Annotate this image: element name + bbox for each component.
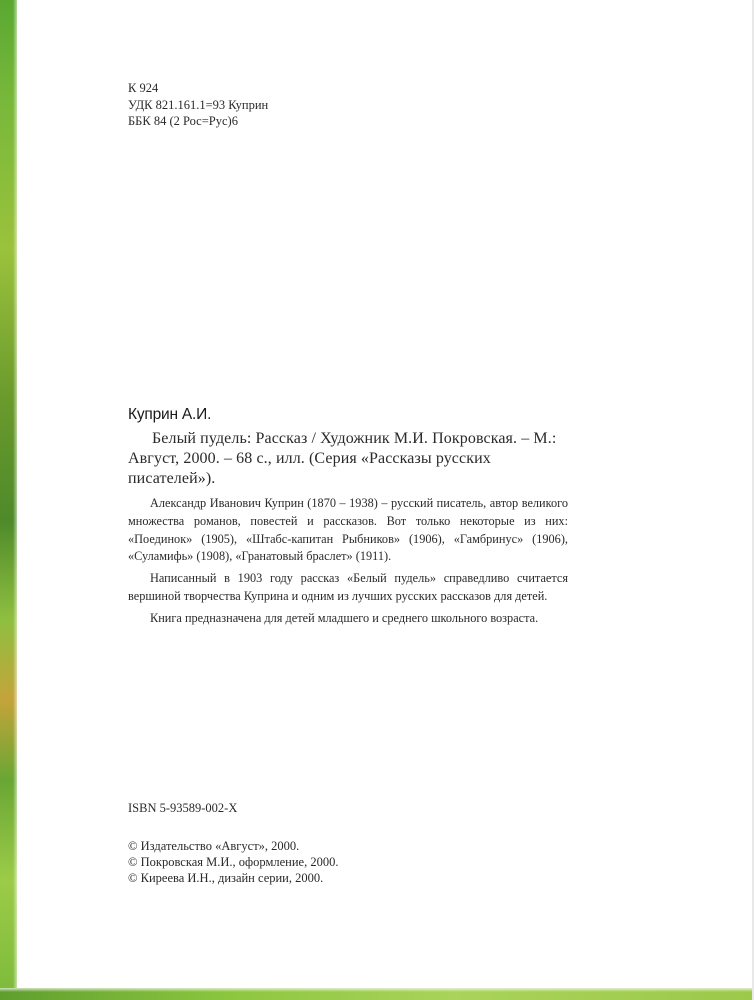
isbn-number: ISBN 5-93589-002-X — [128, 801, 238, 815]
cover-edge-bottom — [0, 988, 754, 1000]
classification-code: К 924 — [128, 81, 159, 95]
bibliographic-record — [128, 406, 568, 632]
copyright-line-publisher: © Издательство «Август», 2000. — [128, 839, 300, 853]
cover-edge-left — [0, 0, 17, 1000]
bibliographic-description: Белый пудель: Рассказ / Художник М.И. Покровская. – М.: Август, 2000. – 68 с., илл. (Серия «Рассказы русских писателей»). — [128, 430, 557, 487]
copyright-line-series: © Киреева И.Н., дизайн серии, 2000. — [128, 871, 324, 885]
annotation-paragraph-author: Александр Иванович Куприн (1870 – 1938) – русский писатель, автор великого множества романов, повестей и рассказов. Вот только некоторые из них: «Поединок» (1905), «Штабс-капитан Рыбников» (1906), «Гамбринус» (1906), «Суламифь» (1908), «Гранатовый браслет» (1911). — [128, 496, 568, 564]
bbk-index: ББК 84 (2 Рос=Рус)6 — [128, 114, 238, 128]
annotation-paragraph-story: Написанный в 1903 году рассказ «Белый пудель» справедливо считается вершиной творчества Куприна и одним из лучших русских рассказов для детей. — [128, 571, 568, 603]
classification-block — [128, 80, 268, 130]
udk-index: УДК 821.161.1=93 Куприн — [128, 97, 269, 112]
copyright-block — [128, 838, 338, 886]
author-heading: Куприн А.И. — [128, 406, 212, 423]
copyright-line-design: © Покровская М.И., оформление, 2000. — [128, 855, 339, 869]
annotation-paragraph-audience: Книга предназначена для детей младшего и среднего школьного возраста. — [150, 610, 539, 625]
